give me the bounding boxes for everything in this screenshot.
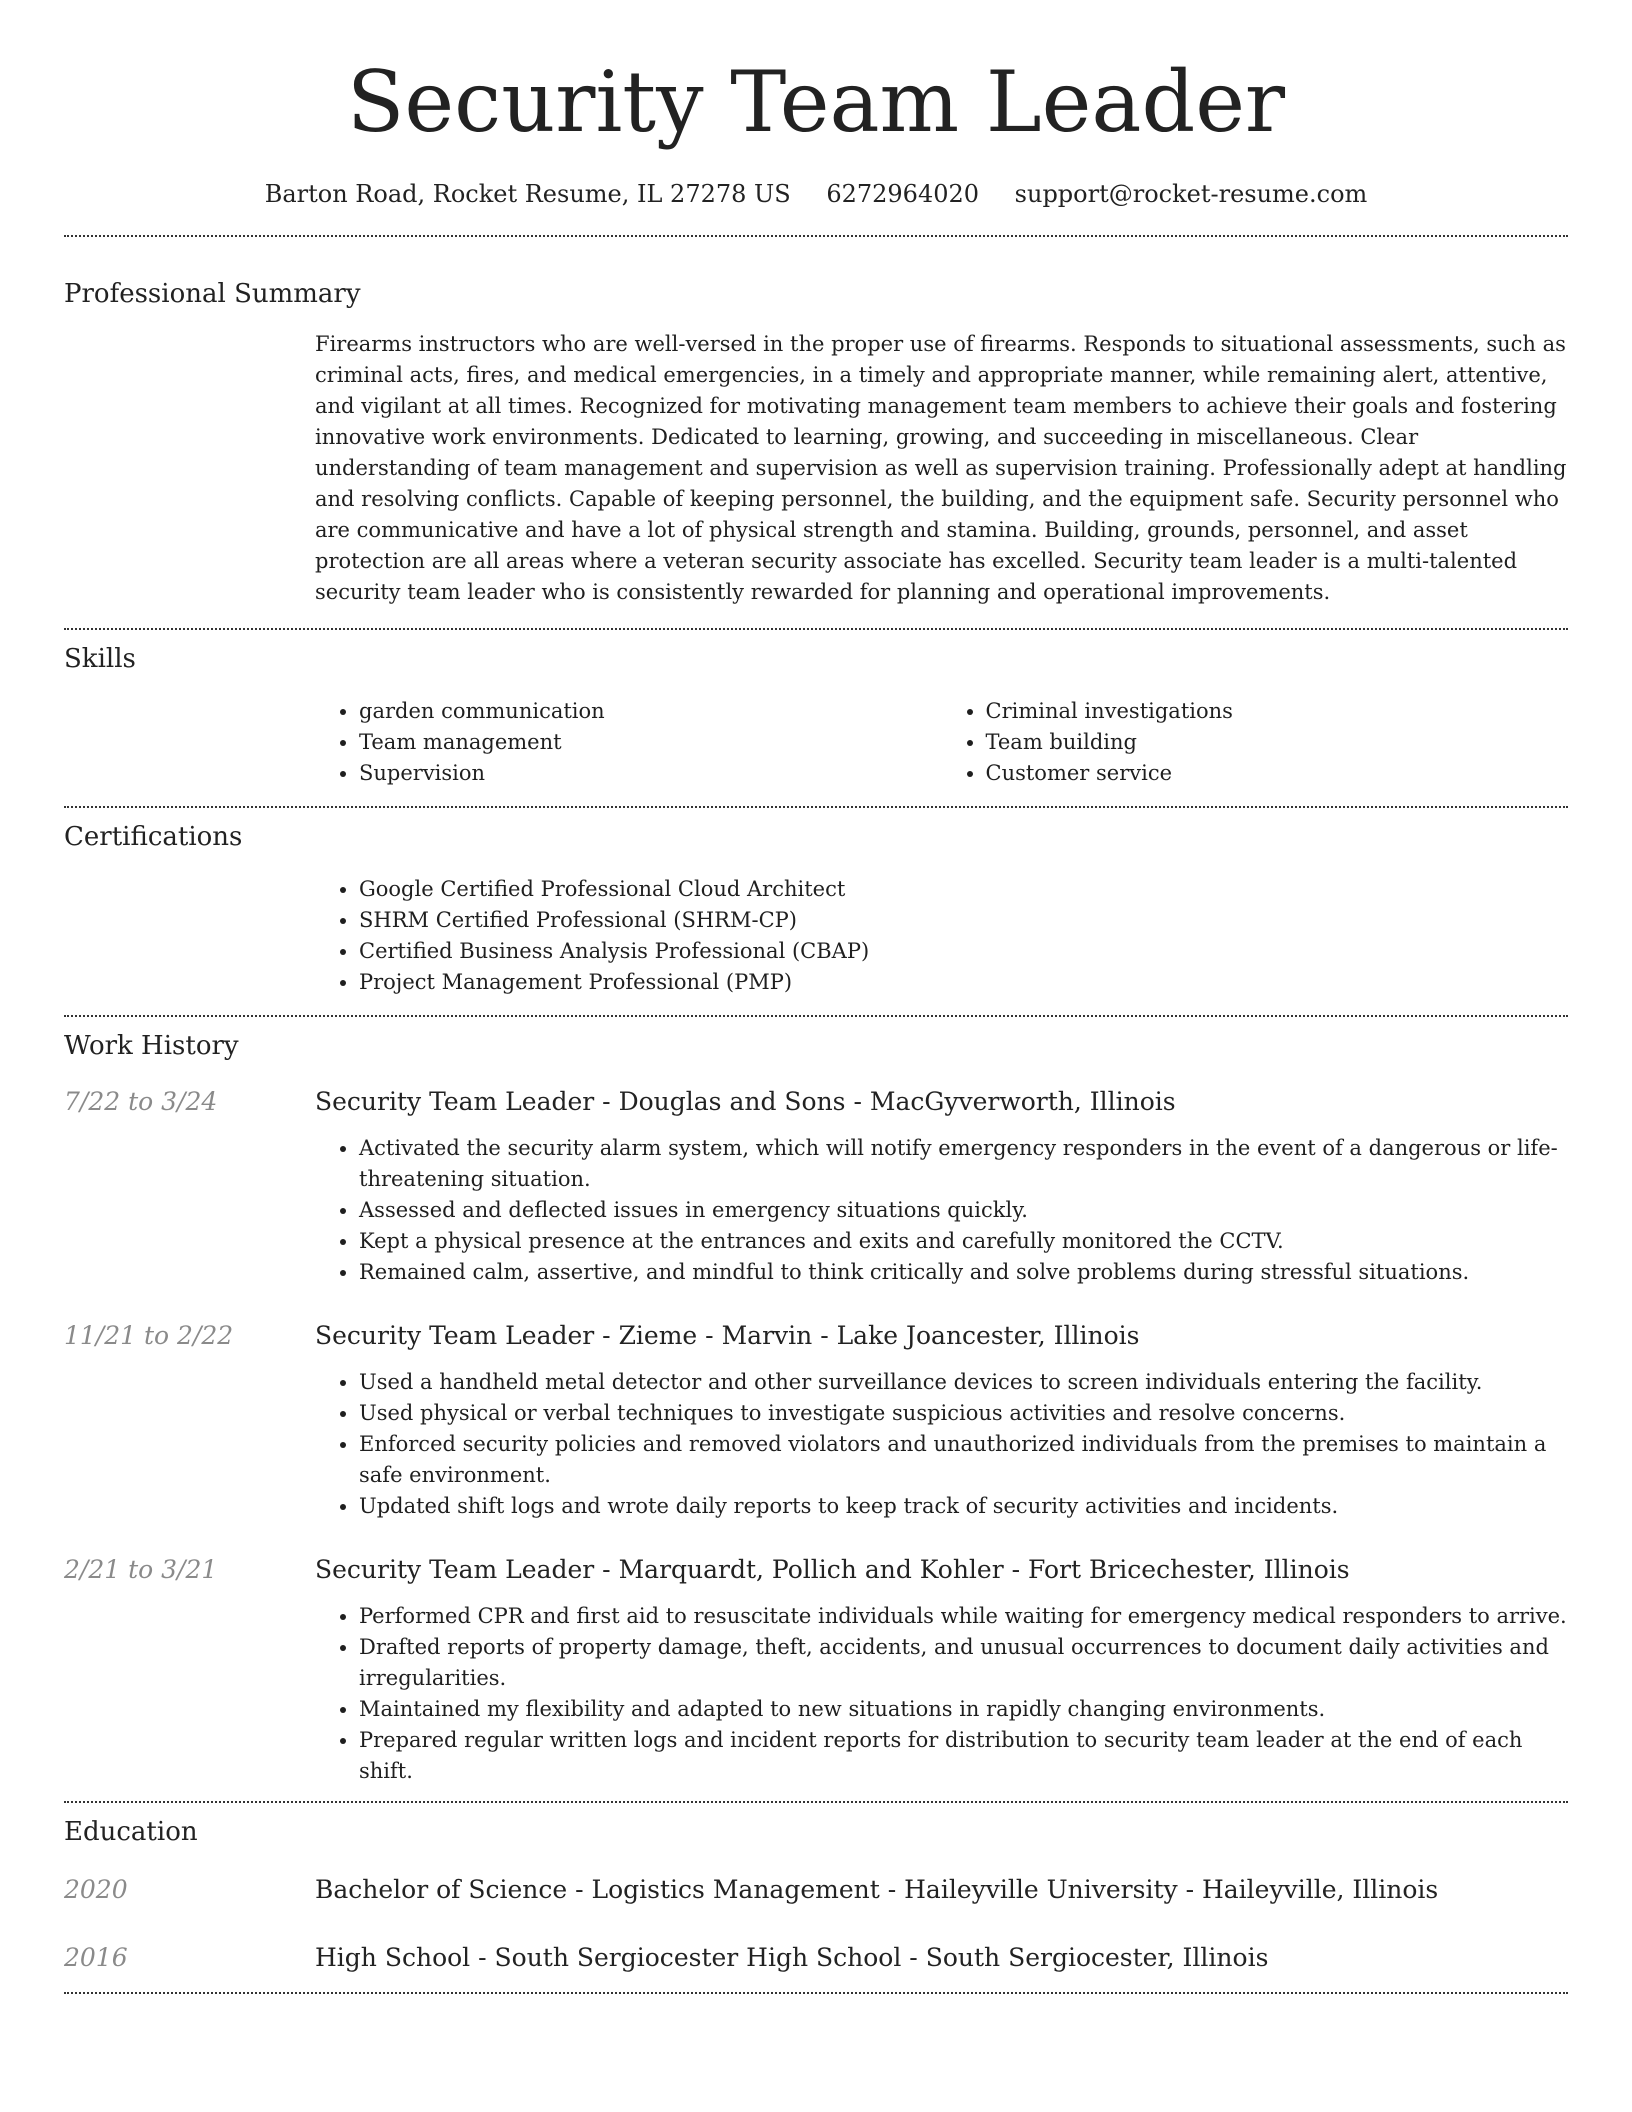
job-bullet: • Assessed and deflected issues in emergency situations quickly. bbox=[359, 1195, 1568, 1226]
job-dates: 11/21 to 2/22 bbox=[64, 1321, 234, 1350]
job-entry bbox=[64, 1553, 1568, 1787]
job-bullet: • Activated the security alarm system, which will notify emergency responders in the event of a dangerous or life-threatening situation. bbox=[359, 1133, 1568, 1195]
skills-section bbox=[64, 630, 1568, 789]
education-year: 2020 bbox=[64, 1875, 128, 1904]
skill-item: • Team building bbox=[986, 727, 1569, 758]
skills-column-right bbox=[942, 696, 1569, 789]
job-bullets bbox=[315, 1133, 1568, 1288]
skills-heading: Skills bbox=[64, 644, 136, 674]
contact-line bbox=[64, 178, 1568, 210]
job-bullets bbox=[315, 1601, 1568, 1787]
job-bullet: • Remained calm, assertive, and mindful to think critically and solve problems during stressful situations. bbox=[359, 1257, 1568, 1288]
certifications-list bbox=[315, 874, 1568, 998]
job-dates: 7/22 to 3/24 bbox=[64, 1087, 218, 1116]
education-heading: Education bbox=[64, 1817, 198, 1847]
certification-item: • SHRM Certified Professional (SHRM-CP) bbox=[359, 905, 1568, 936]
job-entry bbox=[64, 1319, 1568, 1522]
skills-column-left bbox=[315, 696, 942, 789]
summary-text: Firearms instructors who are well-versed in the proper use of firearms. Responds to situational assessments, such as criminal acts, fires, and medical emergencies, in a timely and appropriate manner, while remaining alert, attentive, and vigilant at all times. Recognized for motivating management team members to achieve their goals and fostering innovative work environments. Dedicated to learning, growing, and succeeding in miscellaneous. Clear understanding of team management and supervision as well as supervision training. Professionally adept at handling and resolving conflicts. Capable of keeping personnel, the building, and the equipment safe. Security personnel who are communicative and have a lot of physical strength and stamina. Building, grounds, personnel, and asset protection are all areas where a veteran security associate has excelled. Security team leader is a multi-talented security team leader who is consistently rewarded for planning and operational improvements. bbox=[315, 332, 1567, 604]
job-title: Security Team Leader - Douglas and Sons - MacGyverworth, Illinois bbox=[315, 1087, 1176, 1116]
education-title: Bachelor of Science - Logistics Management - Haileyville University - Haileyville, Illinois bbox=[315, 1875, 1439, 1904]
skill-item: • Team management bbox=[359, 727, 942, 758]
job-entry bbox=[64, 1085, 1568, 1288]
education-entry bbox=[64, 1941, 1568, 1975]
certifications-section bbox=[64, 808, 1568, 998]
education-title: High School - South Sergiocester High School - South Sergiocester, Illinois bbox=[315, 1943, 1269, 1972]
job-title: Security Team Leader - Zieme - Marvin - Lake Joancester, Illinois bbox=[315, 1321, 1140, 1350]
job-bullet: • Drafted reports of property damage, theft, accidents, and unusual occurrences to document daily activities and irregularities. bbox=[359, 1632, 1568, 1694]
job-bullet: • Kept a physical presence at the entrances and exits and carefully monitored the CCTV. bbox=[359, 1226, 1568, 1257]
contact-phone: 6272964020 bbox=[826, 180, 980, 208]
job-bullet: • Maintained my flexibility and adapted to new situations in rapidly changing environments. bbox=[359, 1694, 1568, 1725]
job-dates: 2/21 to 3/21 bbox=[64, 1555, 218, 1584]
skill-item: • Customer service bbox=[986, 758, 1569, 789]
job-bullet: • Prepared regular written logs and incident reports for distribution to security team leader at the end of each shift. bbox=[359, 1725, 1568, 1787]
job-bullet: • Updated shift logs and wrote daily reports to keep track of security activities and incidents. bbox=[359, 1491, 1568, 1522]
skill-item: • Criminal investigations bbox=[986, 696, 1569, 727]
certification-item: • Certified Business Analysis Professional (CBAP) bbox=[359, 936, 1568, 967]
summary-heading: Professional Summary bbox=[64, 279, 361, 309]
work-heading: Work History bbox=[64, 1031, 239, 1061]
resume-name: Security Team Leader bbox=[346, 53, 1286, 151]
education-year: 2016 bbox=[64, 1943, 128, 1972]
skills-list bbox=[315, 696, 1568, 789]
job-bullet: • Used a handheld metal detector and other surveillance devices to screen individuals entering the facility. bbox=[359, 1367, 1568, 1398]
skill-item: • Supervision bbox=[359, 758, 942, 789]
contact-email: support@rocket-resume.com bbox=[1014, 180, 1368, 208]
job-bullet: • Performed CPR and first aid to resuscitate individuals while waiting for emergency medical responders to arrive. bbox=[359, 1601, 1568, 1632]
certification-item: • Google Certified Professional Cloud Architect bbox=[359, 874, 1568, 905]
education-section bbox=[64, 1803, 1568, 1975]
contact-address: Barton Road, Rocket Resume, IL 27278 US bbox=[264, 180, 791, 208]
certifications-heading: Certifications bbox=[64, 822, 243, 852]
summary-section bbox=[64, 237, 1568, 608]
job-title: Security Team Leader - Marquardt, Pollich and Kohler - Fort Bricechester, Illinois bbox=[315, 1555, 1350, 1584]
work-section bbox=[64, 1017, 1568, 1787]
job-bullet: • Used physical or verbal techniques to investigate suspicious activities and resolve concerns. bbox=[359, 1398, 1568, 1429]
job-bullet: • Enforced security policies and removed violators and unauthorized individuals from the premises to maintain a safe environment. bbox=[359, 1429, 1568, 1491]
job-bullets bbox=[315, 1367, 1568, 1522]
skill-item: • garden communication bbox=[359, 696, 942, 727]
certification-item: • Project Management Professional (PMP) bbox=[359, 967, 1568, 998]
divider bbox=[64, 1992, 1568, 1994]
education-entry bbox=[64, 1873, 1568, 1907]
